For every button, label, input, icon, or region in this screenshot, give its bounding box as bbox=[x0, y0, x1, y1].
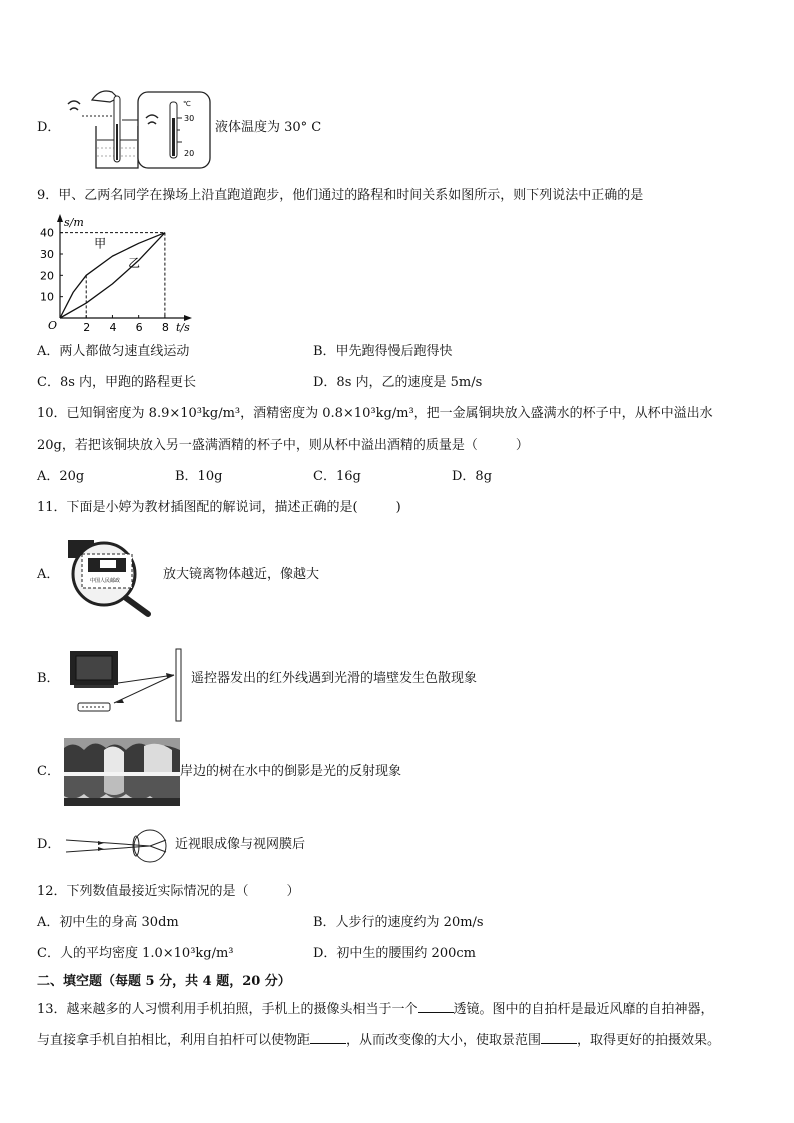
q11-c-label[interactable]: C． bbox=[37, 764, 60, 779]
y-tick-label: 40 bbox=[40, 226, 54, 240]
series-line-yi bbox=[60, 233, 165, 318]
q13-line1-a: 13．越来越多的人习惯利用手机拍照，手机上的摄像头相当于一个 bbox=[37, 1002, 418, 1017]
q12-option-a[interactable]: A．初中生的身高 30dm bbox=[37, 915, 179, 930]
q13-line2-c: ，取得更好的拍摄效果。 bbox=[577, 1033, 721, 1048]
magnifier-figure bbox=[64, 538, 156, 618]
y-axis-label: s/m bbox=[64, 216, 84, 229]
q11-b-label[interactable]: B． bbox=[37, 671, 60, 686]
y-tick-label: 30 bbox=[40, 248, 54, 261]
q12-stem bbox=[37, 883, 300, 901]
scale-top-label: 30 bbox=[184, 114, 195, 123]
q8-d-label: D． bbox=[37, 120, 61, 135]
q11-b-caption: 遥控器发出的红外线遇到光滑的墙壁发生色散现象 bbox=[191, 671, 478, 686]
thermometer-figure bbox=[62, 84, 214, 174]
q8-d-caption: 液体温度为 30° C bbox=[215, 120, 322, 135]
stamp-text: 中国人民邮政 bbox=[90, 578, 121, 584]
q10-option-a[interactable]: A．20g bbox=[37, 469, 85, 484]
q9-option-c[interactable]: C．8s 内，甲跑的路程更长 bbox=[37, 375, 197, 390]
q11-c-caption: 岸边的树在水中的倒影是光的反射现象 bbox=[180, 764, 402, 779]
q10-stem-text: 20g，若把该铜块放入另一盛满酒精的杯子中，则从杯中溢出酒精的质量是（ bbox=[37, 438, 478, 453]
q11-stem bbox=[37, 499, 401, 517]
q13-line2-b: ，从而改变像的大小，使取景范围 bbox=[346, 1033, 542, 1048]
q10-option-b[interactable]: B．10g bbox=[175, 469, 223, 484]
q10-stem-close: ） bbox=[515, 438, 529, 453]
q10-stem-line1: 10．已知铜密度为 8.9×10³kg/m³，酒精密度为 0.8×10³kg/m³，把一金属铜块放入盛满水的杯子中，从杯中溢出水 bbox=[37, 406, 713, 421]
series-label-jia: 甲 bbox=[94, 236, 107, 251]
y-tick-label: 10 bbox=[40, 290, 54, 304]
lake-reflection-photo bbox=[64, 738, 180, 806]
q9-stem: 9．甲、乙两名同学在操场上沿直跑道跑步，他们通过的路程和时间关系如图所示，则下列说法中正确的是 bbox=[37, 188, 644, 203]
q13-blank-3[interactable] bbox=[541, 1030, 577, 1044]
x-axis-label: t/s bbox=[176, 321, 190, 334]
q13-line1 bbox=[37, 999, 714, 1019]
tv-remote-figure bbox=[66, 647, 186, 723]
eye-diagram bbox=[64, 826, 174, 866]
q9-option-d[interactable]: D．8s 内，乙的速度是 5m/s bbox=[313, 375, 483, 390]
q13-line1-b: 透镜。图中的自拍杆是最近风靡的自拍神器， bbox=[453, 1002, 714, 1017]
q11-a-label[interactable]: A． bbox=[37, 567, 60, 582]
q12-option-d[interactable]: D．初中生的腰围约 200cm bbox=[313, 946, 476, 961]
q13-line2-a: 与直接拿手机自拍相比，利用自拍杆可以使物距 bbox=[37, 1033, 311, 1048]
q11-stem-text: 11．下面是小婷为教材插图配的解说词，描述正确的是( bbox=[37, 500, 358, 515]
q11-a-caption: 放大镜离物体越近，像越大 bbox=[163, 567, 320, 582]
distance-time-chart bbox=[34, 214, 190, 334]
q12-option-c[interactable]: C．人的平均密度 1.0×10³kg/m³ bbox=[37, 946, 234, 961]
q13-blank-1[interactable] bbox=[418, 999, 454, 1013]
x-tick-label: 4 bbox=[109, 321, 117, 334]
q12-option-b[interactable]: B．人步行的速度约为 20m/s bbox=[313, 915, 484, 930]
q10-option-d[interactable]: D．8g bbox=[452, 469, 493, 484]
q13-line2 bbox=[37, 1030, 720, 1050]
q10-option-c[interactable]: C．16g bbox=[313, 469, 361, 484]
q9-option-b[interactable]: B．甲先跑得慢后跑得快 bbox=[313, 344, 453, 359]
series-label-yi: 乙 bbox=[128, 255, 141, 270]
x-tick-label: 2 bbox=[83, 321, 91, 334]
x-tick-label: 6 bbox=[135, 321, 143, 334]
origin-label: O bbox=[48, 319, 58, 332]
x-tick-label: 8 bbox=[161, 321, 169, 334]
y-axis-arrow bbox=[57, 214, 63, 222]
y-tick-label: 20 bbox=[40, 269, 54, 283]
q11-d-label[interactable]: D． bbox=[37, 837, 61, 852]
q11-stem-close: ) bbox=[395, 500, 401, 515]
scale-bottom-label: 20 bbox=[184, 149, 195, 158]
q11-d-caption: 近视眼成像与视网膜后 bbox=[175, 837, 306, 852]
q10-stem-line2 bbox=[37, 437, 529, 455]
section-title: 二、填空题（每题 5 分，共 4 题，20 分） bbox=[37, 974, 291, 989]
series-line-jia bbox=[60, 233, 165, 318]
q9-option-a[interactable]: A．两人都做匀速直线运动 bbox=[37, 344, 190, 359]
scale-unit: ℃ bbox=[183, 100, 191, 108]
q13-blank-2[interactable] bbox=[310, 1030, 346, 1044]
q12-stem-close: ） bbox=[286, 884, 300, 899]
q12-stem-text: 12．下列数值最接近实际情况的是（ bbox=[37, 884, 249, 899]
